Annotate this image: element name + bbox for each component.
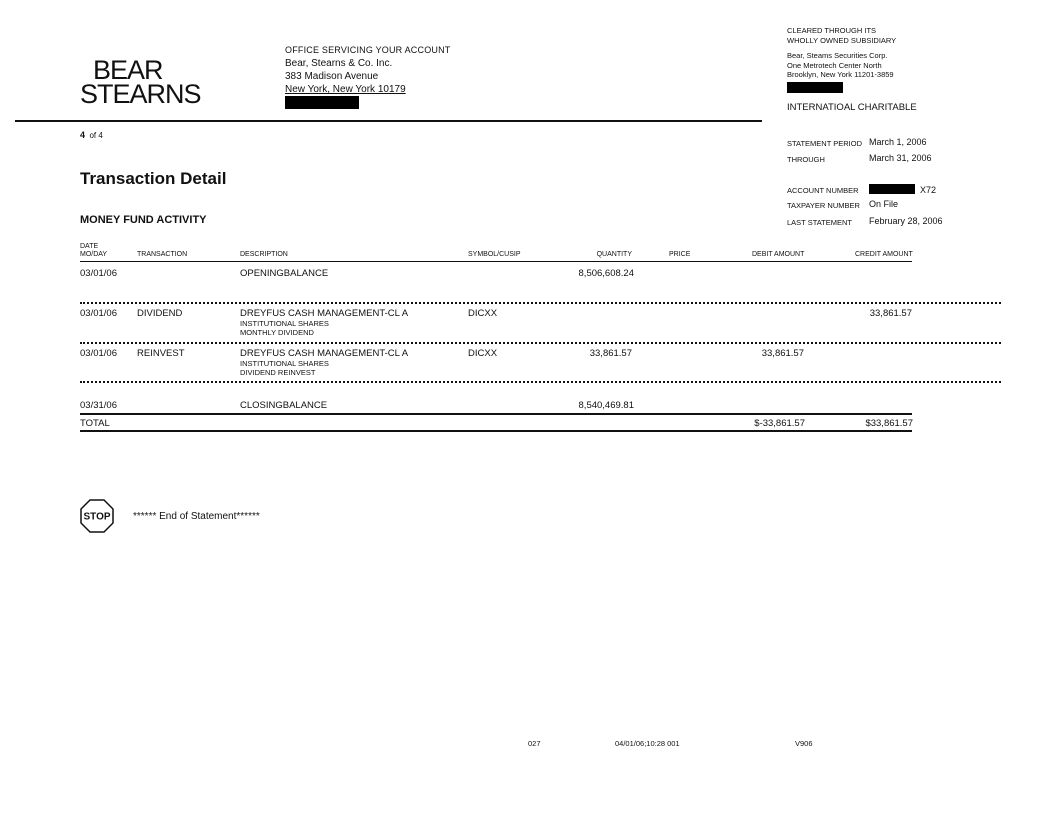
stop-icon (80, 499, 114, 533)
row-description: CLOSINGBALANCE (240, 400, 328, 411)
logo-line-1: BEAR (93, 55, 163, 85)
through-label: THROUGH (787, 155, 825, 164)
clearing-city: Brooklyn, New York 11201-3859 (787, 70, 894, 79)
row-debit: 33,861.57 (761, 348, 804, 359)
office-city: New York, New York 10179 (285, 84, 406, 95)
row-description: OPENINGBALANCE (240, 268, 329, 279)
col-debit: DEBIT AMOUNT (752, 251, 805, 258)
total-top-rule (80, 413, 912, 415)
col-description: DESCRIPTION (240, 251, 288, 258)
office-name: Bear, Stearns & Co. Inc. (285, 58, 393, 69)
footer-code: 027 (528, 739, 541, 748)
redaction-bar (285, 96, 359, 109)
col-transaction: TRANSACTION (137, 251, 188, 258)
row-description: DREYFUS CASH MANAGEMENT-CL A (240, 348, 409, 359)
page-of: of 4 (89, 131, 103, 140)
col-date: MO/DAY (80, 251, 108, 258)
taxpayer-label: TAXPAYER NUMBER (787, 201, 860, 210)
row-quantity: 33,861.57 (589, 348, 632, 359)
section-title: MONEY FUND ACTIVITY (80, 214, 207, 226)
col-credit: CREDIT AMOUNT (855, 251, 913, 258)
header-rule (15, 120, 762, 122)
last-statement-label: LAST STATEMENT (787, 218, 853, 227)
col-date-top: DATE (80, 243, 99, 250)
account-holder-name: INTERNATIOAL CHARITABLE (787, 102, 917, 113)
account-number (787, 185, 937, 195)
clearing-name: Bear, Steams Securities Corp. (787, 51, 888, 60)
row-date: 03/01/06 (80, 268, 117, 279)
bear-stearns-logo (80, 55, 201, 109)
last-statement (787, 216, 943, 227)
col-quantity: QUANTITY (596, 251, 632, 258)
page-current: 4 (80, 130, 86, 140)
row-separator (80, 302, 1001, 304)
row-quantity: 8,540,469.81 (578, 400, 634, 411)
last-statement-value: February 28, 2006 (869, 216, 943, 226)
taxpayer-number (787, 199, 899, 210)
clearing-line-1: CLEARED THROUGH ITS (787, 26, 877, 35)
total-bottom-rule (80, 430, 912, 432)
statement-period-value: March 1, 2006 (869, 137, 927, 147)
row-transaction: REINVEST (137, 348, 185, 359)
header-underline (80, 261, 912, 262)
clearing-line-2: WHOLLY OWNED SUBSIDIARY (787, 35, 897, 45)
total-credit: $33,861.57 (865, 418, 913, 429)
row-date: 03/31/06 (80, 400, 117, 411)
row-separator (80, 342, 1001, 344)
page-number (80, 130, 103, 140)
office-title: OFFICE SERVICING YOUR ACCOUNT (285, 45, 451, 55)
col-price: PRICE (669, 251, 691, 258)
row-description-line-2: INSTITUTIONAL SHARES (240, 319, 329, 328)
row-description: DREYFUS CASH MANAGEMENT-CL A (240, 308, 409, 319)
redaction-bar (787, 82, 843, 93)
row-description-line-3: MONTHLY DIVIDEND (240, 328, 314, 337)
row-description-line-2: INSTITUTIONAL SHARES (240, 359, 329, 368)
account-suffix: X72 (920, 185, 937, 195)
taxpayer-value: On File (869, 199, 899, 209)
footer-timestamp: 04/01/06;10:28 001 (615, 739, 680, 748)
account-number-value (869, 184, 936, 195)
row-description-line-3: DIVIDEND REINVEST (240, 368, 316, 377)
clearing-info (787, 26, 896, 95)
row-credit: 33,861.57 (869, 308, 912, 319)
row-symbol: DICXX (468, 348, 498, 359)
stop-icon-label: STOP (83, 511, 111, 523)
total-debit: $-33,861.57 (754, 418, 805, 429)
footer-version: V906 (795, 739, 813, 748)
clearing-street: One Metrotech Center North (787, 60, 882, 70)
office-address (285, 44, 451, 113)
row-date: 03/01/06 (80, 308, 117, 319)
row-quantity: 8,506,608.24 (578, 268, 634, 279)
page-title: Transaction Detail (80, 169, 227, 188)
statement-period-label: STATEMENT PERIOD (787, 139, 863, 148)
account-number-label: ACCOUNT NUMBER (787, 186, 859, 195)
col-symbol: SYMBOL/CUSIP (468, 251, 521, 258)
statement-through (787, 153, 932, 164)
through-value: March 31, 2006 (869, 153, 932, 163)
row-transaction: DIVIDEND (137, 308, 183, 319)
row-separator (80, 381, 1001, 383)
end-of-statement: ****** End of Statement****** (133, 511, 260, 522)
statement-period (787, 137, 927, 148)
office-street: 383 Madison Avenue (285, 71, 379, 82)
redaction-bar (869, 184, 915, 194)
logo-line-2: STEARNS (80, 79, 201, 109)
row-symbol: DICXX (468, 308, 498, 319)
total-label: TOTAL (80, 418, 110, 429)
row-date: 03/01/06 (80, 348, 117, 359)
